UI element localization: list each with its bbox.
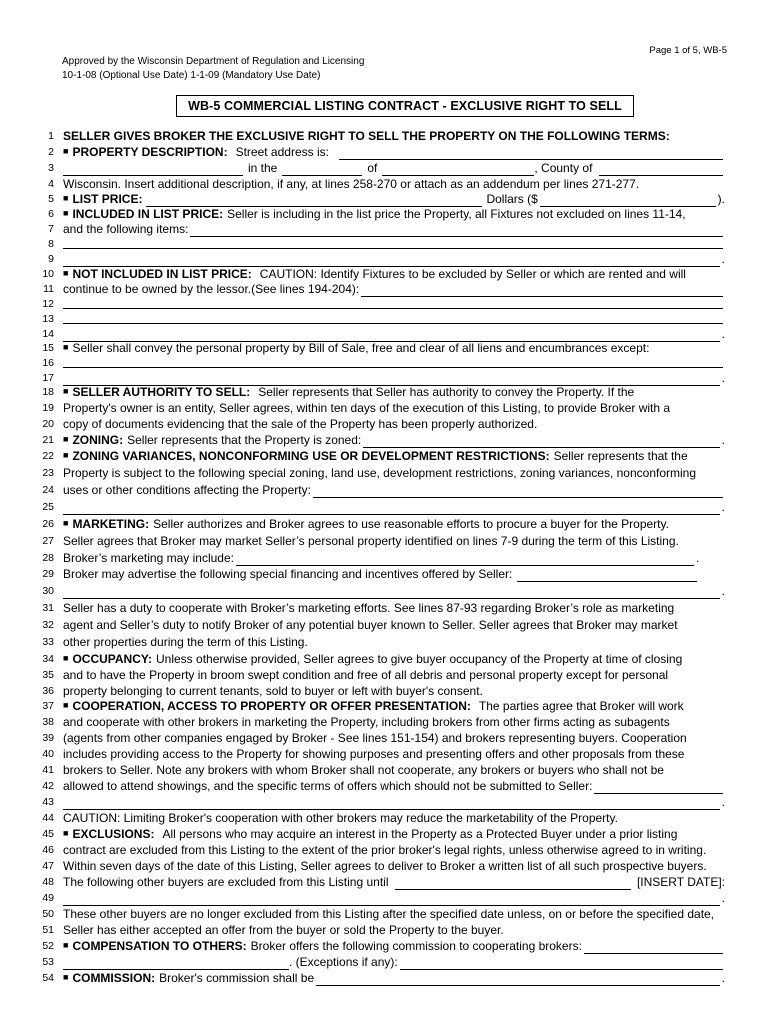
form-line-25: 25 . xyxy=(42,500,725,514)
encumbrance-exceptions-field[interactable] xyxy=(63,355,723,368)
form-line-26: 26 ■ MARKETING: Seller authorizes and Broker agrees to use reasonable efforts to procure a buyer for the Property. xyxy=(42,517,669,531)
excluded-items-field-3[interactable] xyxy=(63,311,723,324)
form-line-4: 4 Wisconsin. Insert additional description, if any, at lines 258-270 or attach as an addendum per lines 271-277. xyxy=(48,177,640,191)
form-line-2: 2 ■ PROPERTY DESCRIPTION: Street address is: xyxy=(0,144,770,161)
form-line-47: 47 Within seven days of the date of this Listing, Seller agrees to deliver to Broker a written list of all such prospective buyers. xyxy=(42,859,707,873)
form-line-43: 43 . xyxy=(42,795,725,809)
page-number: Page 1 of 5, WB-5 xyxy=(649,45,727,56)
form-line-21: 21 ■ ZONING: Seller represents that the Property is zoned: . xyxy=(42,433,725,447)
cooperation-limits-field[interactable] xyxy=(594,781,723,794)
county-field[interactable] xyxy=(599,163,723,176)
form-line-5: 5 ■ LIST PRICE: Dollars ($ ). xyxy=(48,192,725,206)
cooperating-commission-field[interactable] xyxy=(584,941,723,954)
form-line-28: 28 Broker’s marketing may include: . xyxy=(42,551,700,565)
form-line-10: 10 ■ NOT INCLUDED IN LIST PRICE: CAUTION: Identify Fixtures to be excluded by Seller or which are rented and will xyxy=(42,267,686,281)
form-line-18: 18 ■ SELLER AUTHORITY TO SELL: Seller represents that Seller has authority to convey the Property. If the xyxy=(42,385,635,399)
cooperating-commission-field-2[interactable] xyxy=(63,957,289,970)
form-line-7: 7 and the following items: xyxy=(0,221,770,238)
form-line-19: 19 Property's owner is an entity, Seller agrees, within ten days of the execution of this Listing, to provide Broker with a xyxy=(42,401,671,415)
approval-line-2: 10-1-08 (Optional Use Date) 1-1-09 (Mandatory Use Date) xyxy=(62,69,321,81)
form-line-17: 17 . xyxy=(42,371,725,385)
form-line-46: 46 contract are excluded from this Listing to the extent of the prior broker's legal rights, unless otherwise agreed to in writing. xyxy=(42,843,707,857)
municipality-field[interactable] xyxy=(282,163,362,176)
form-line-37: 37 ■ COOPERATION, ACCESS TO PROPERTY OR OFFER PRESENTATION: The parties agree that Broker will work xyxy=(42,699,684,713)
form-line-24: 24 uses or other conditions affecting the Property: xyxy=(0,482,770,499)
form-line-22: 22 ■ ZONING VARIANCES, NONCONFORMING USE OR DEVELOPMENT RESTRICTIONS: Seller represents that the xyxy=(42,449,688,463)
form-line-51: 51 Seller has either accepted an offer from the buyer or sold the Property to the buyer. xyxy=(42,923,504,937)
form-line-29: 29 Broker may advertise the following special financing and incentives offered by Seller: xyxy=(0,566,770,583)
form-line-13: 13 xyxy=(0,311,770,328)
zoning-conditions-field-2[interactable] xyxy=(63,502,720,515)
form-title: WB-5 COMMERCIAL LISTING CONTRACT - EXCLUSIVE RIGHT TO SELL xyxy=(176,95,634,117)
zoning-field[interactable] xyxy=(363,435,719,448)
form-line-6: 6 ■ INCLUDED IN LIST PRICE: Seller is including in the list price the Property, all Fixtures not excluded on lines 11-14, xyxy=(48,207,686,221)
cooperation-limits-field-2[interactable] xyxy=(63,797,720,810)
form-line-32: 32 agent and Seller’s duty to notify Broker of any potential buyer known to Seller. Seller agrees that Broker may market xyxy=(42,618,678,632)
form-line-50: 50 These other buyers are no longer excluded from this Listing after the specified date unless, on or before the specified date, xyxy=(42,907,715,921)
form-line-1: 1 SELLER GIVES BROKER THE EXCLUSIVE RIGHT TO SELL THE PROPERTY ON THE FOLLOWING TERMS: xyxy=(48,129,670,143)
form-line-35: 35 and to have the Property in broom swept condition and free of all debris and personal property except for personal xyxy=(42,668,669,682)
form-line-20: 20 copy of documents evidencing that the sale of the Property has been properly authorized. xyxy=(42,417,538,431)
form-line-16: 16 xyxy=(0,355,770,372)
form-line-27: 27 Seller agrees that Broker may market Seller’s personal property identified on lines 7-9 during the term of this Listing. xyxy=(42,534,679,548)
form-line-53: 53 . (Exceptions if any): xyxy=(0,954,770,971)
form-line-52: 52 ■ COMPENSATION TO OTHERS: Broker offers the following commission to cooperating brokers: xyxy=(0,938,770,955)
form-line-11: 11 continue to be owned by the lessor.(See lines 194-204): xyxy=(0,281,770,298)
form-line-41: 41 brokers to Seller. Note any brokers with whom Broker shall not cooperate, any brokers or buyers who shall not be xyxy=(42,763,664,777)
form-line-33: 33 other properties during the term of this Listing. xyxy=(42,635,308,649)
form-line-23: 23 Property is subject to the following special zoning, land use, development restrictions, zoning variances, nonconforming xyxy=(42,466,697,480)
form-line-36: 36 property belonging to current tenants, sold to buyer or left with buyer's consent. xyxy=(42,684,483,698)
form-line-15: 15 ■ Seller shall convey the personal property by Bill of Sale, free and clear of all liens and encumbrances except: xyxy=(42,341,650,355)
form-line-12: 12 xyxy=(0,296,770,313)
financing-incentives-field-2[interactable] xyxy=(63,586,720,599)
street-address-field[interactable] xyxy=(339,147,723,160)
excluded-items-field-2[interactable] xyxy=(63,296,723,309)
form-line-40: 40 includes providing access to the Property for showing purposes and presenting offers and other proposals from these xyxy=(42,747,685,761)
form-line-30: 30 . xyxy=(42,584,725,598)
commission-exceptions-field[interactable] xyxy=(400,957,723,970)
form-line-48: 48 The following other buyers are excluded from this Listing until [INSERT DATE]: xyxy=(42,875,725,889)
form-line-45: 45 ■ EXCLUSIONS: All persons who may acquire an interest in the Property as a Protected Buyer under a prior listing xyxy=(42,827,678,841)
municipality-name-field[interactable] xyxy=(382,163,534,176)
form-line-49: 49 . xyxy=(42,891,725,905)
form-line-39: 39 (agents from other companies engaged by Broker - See lines 151-154) and brokers representing buyers. Cooperation xyxy=(42,731,687,745)
form-line-38: 38 and cooperate with other brokers in marketing the Property, including brokers from other firms acting as subagents xyxy=(42,715,670,729)
exclusion-date-field[interactable] xyxy=(395,877,631,890)
form-line-31: 31 Seller has a duty to cooperate with Broker’s marketing efforts. See lines 87-93 regarding Broker’s role as marketing xyxy=(42,601,675,615)
financing-incentives-field[interactable] xyxy=(517,569,697,582)
excluded-buyers-field[interactable] xyxy=(63,893,720,906)
zoning-conditions-field[interactable] xyxy=(313,485,723,498)
approval-line-1: Approved by the Wisconsin Department of Regulation and Licensing xyxy=(62,56,365,67)
form-line-9: 9 . xyxy=(48,252,725,266)
approval-notice xyxy=(62,55,364,82)
municipality-type-field[interactable] xyxy=(63,163,243,176)
marketing-field[interactable] xyxy=(236,553,694,566)
form-line-54: 54 ■ COMMISSION: Broker's commission shall be . xyxy=(42,971,725,985)
included-items-field-2[interactable] xyxy=(63,236,723,249)
form-line-34: 34 ■ OCCUPANCY: Unless otherwise provided, Seller agrees to give buyer occupancy of the Property at time of closing xyxy=(42,652,683,666)
form-line-3: 3 in the of , County of xyxy=(0,160,770,177)
form-line-42: 42 allowed to attend showings, and the specific terms of offers which should not be submitted to Seller: xyxy=(0,778,770,795)
form-line-14: 14 . xyxy=(42,327,725,341)
broker-commission-field[interactable] xyxy=(316,973,720,986)
form-line-44: 44 CAUTION: Limiting Broker's cooperation with other brokers may reduce the marketability of the Property. xyxy=(42,811,618,825)
form-line-8: 8 xyxy=(0,236,770,253)
